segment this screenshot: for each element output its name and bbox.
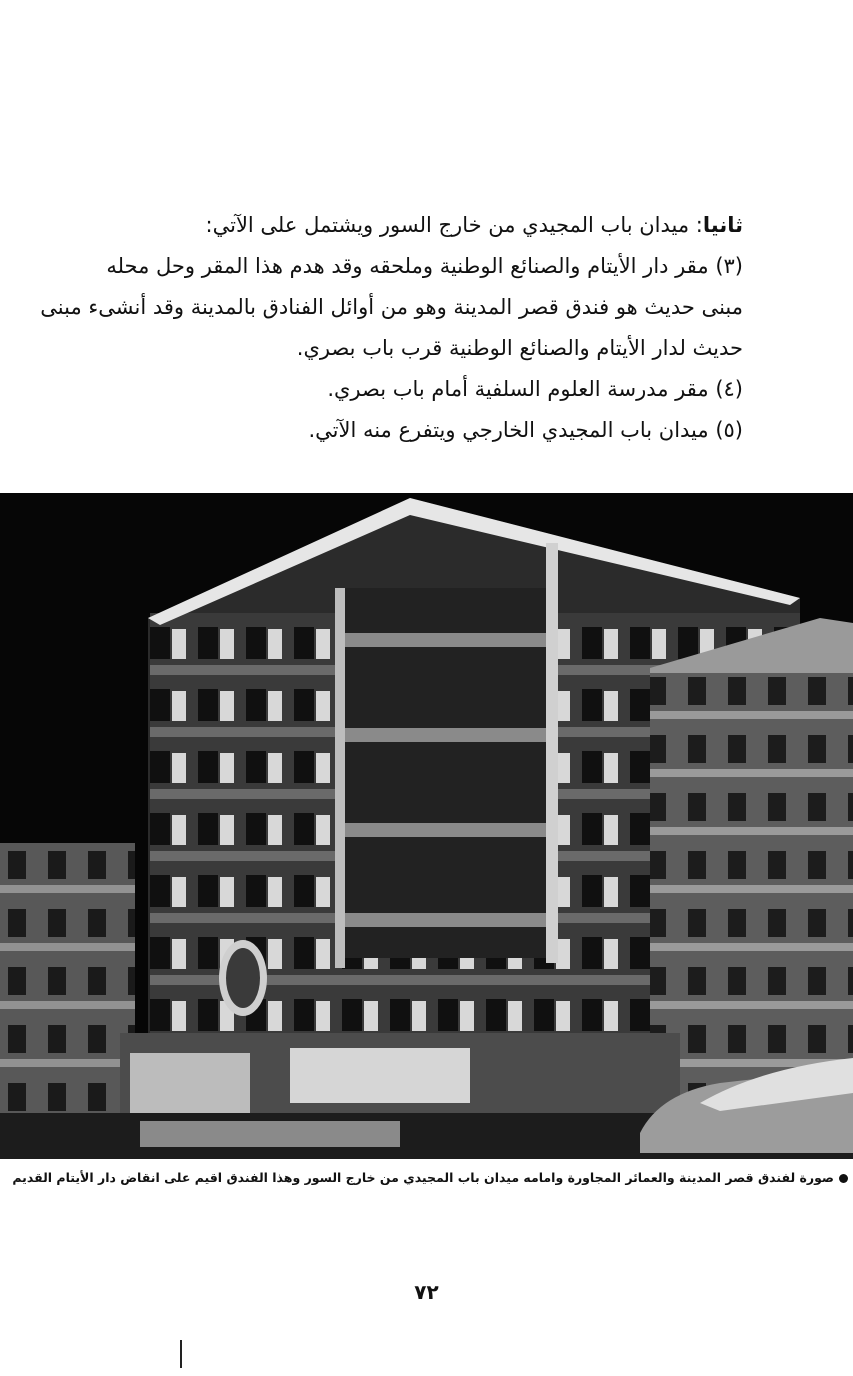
- bullet-icon: [839, 1174, 848, 1183]
- page-number: ٧٢: [414, 1280, 439, 1304]
- item-3-line-2: مبنى حديث هو فندق قصر المدينة وهو من أوائل الفنادق بالمدينة وقد أنشىء مبنى: [40, 295, 743, 319]
- item-4: (٤) مقر مدرسة العلوم السلفية أمام باب بصري.: [327, 377, 743, 401]
- item-5: (٥) ميدان باب المجيدي الخارجي ويتفرع منه الآتي.: [308, 418, 743, 442]
- item-3-line-3: حديث لدار الأيتام والصنائع الوطنية قرب باب بصري.: [296, 336, 743, 360]
- figure-caption: [0, 1170, 848, 1185]
- margin-mark: [180, 1340, 182, 1368]
- caption-text: صورة لفندق قصر المدينة والعمائر المجاورة وامامه ميدان باب المجيدي من خارج السور وهذا الفندق اقيم على انقاض دار الأيتام القديم: [12, 1170, 834, 1185]
- section-heading-text: : ميدان باب المجيدي من خارج السور ويشتمل على الآتي:: [205, 213, 703, 237]
- section-heading-label: ثانيا: [702, 213, 743, 237]
- item-3-line-1: (٣) مقر دار الأيتام والصنائع الوطنية وملحقه وقد هدم هذا المقر وحل محله: [106, 254, 743, 278]
- body-text: [40, 205, 743, 451]
- section-heading-line: [63, 205, 743, 246]
- hotel-photo: [0, 493, 853, 1159]
